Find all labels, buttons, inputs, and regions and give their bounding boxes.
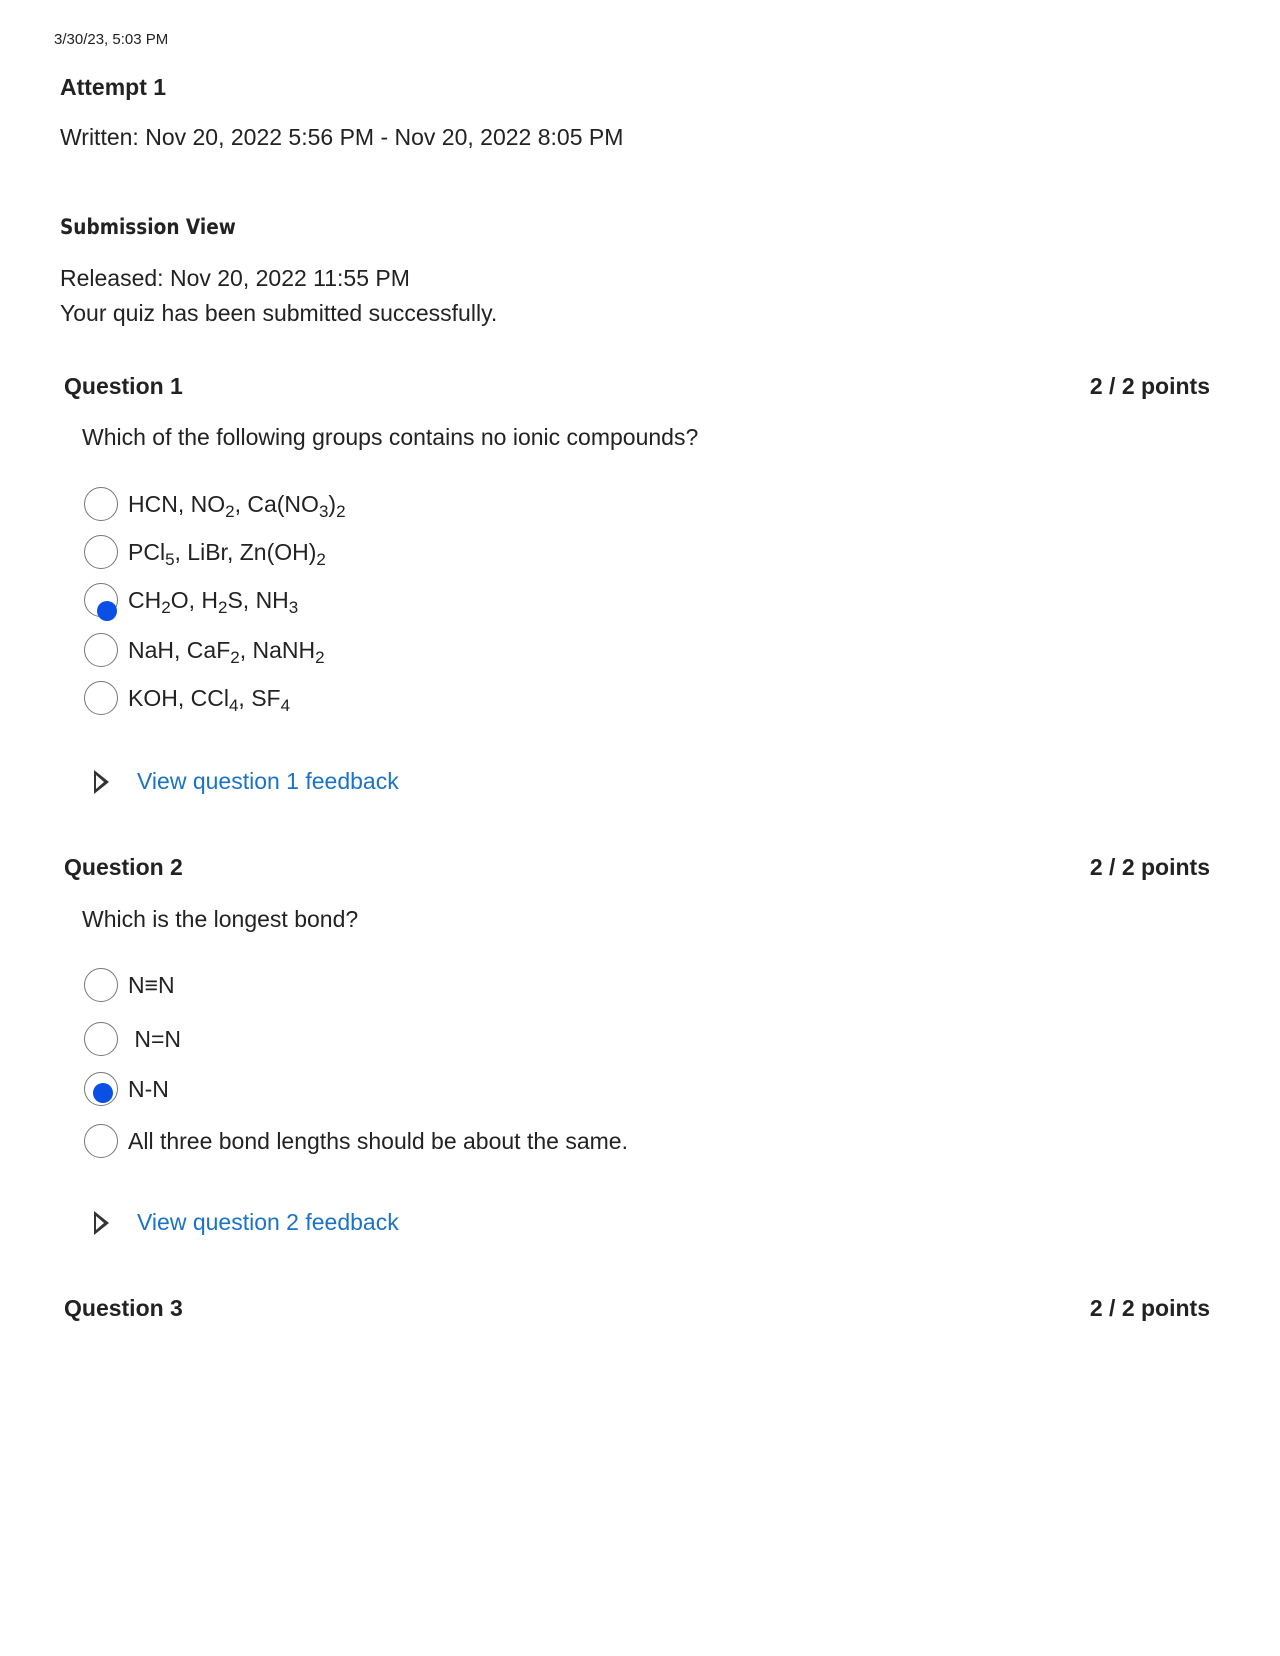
label-text: S, NH — [227, 586, 289, 613]
question-1-text: Which of the following groups contains no ionic compounds? — [82, 424, 699, 450]
answer-option[interactable] — [84, 630, 325, 670]
print-timestamp: 3/30/23, 5:03 PM — [54, 31, 169, 48]
label-text: All three bond lengths should be about the same. — [128, 1127, 628, 1154]
subscript: 4 — [228, 695, 239, 715]
label-text: , NaNH — [239, 636, 316, 663]
radio-selected-dot-icon — [93, 1083, 113, 1103]
radio-button[interactable] — [84, 1022, 118, 1056]
answer-option[interactable] — [84, 965, 175, 1005]
submission-success-message: Your quiz has been submitted successfully. — [60, 300, 498, 326]
label-text: , Ca(NO — [234, 490, 319, 517]
answer-option[interactable] — [84, 580, 298, 620]
question-3-title: Question 3 — [64, 1295, 183, 1321]
answer-option-label — [128, 1076, 169, 1103]
answer-option-label — [128, 538, 326, 569]
radio-button[interactable] — [84, 487, 118, 521]
subscript: 2 — [225, 501, 235, 521]
subscript: 2 — [161, 597, 171, 617]
label-text: N≡N — [128, 971, 175, 998]
answer-option[interactable] — [84, 484, 346, 524]
submission-view-heading: Submission View — [60, 215, 236, 239]
subscript: 2 — [230, 647, 240, 667]
subscript: 5 — [165, 549, 175, 569]
label-text: NaH, CaF — [128, 636, 231, 663]
view-question-2-feedback-link[interactable] — [94, 1209, 399, 1236]
answer-option-label — [128, 972, 175, 999]
written-dates: Written: Nov 20, 2022 5:56 PM - Nov 20, 2022 8:05 PM — [60, 124, 624, 150]
subscript: 2 — [336, 501, 346, 521]
feedback-link-label: View question 2 feedback — [137, 1209, 399, 1235]
subscript: 3 — [318, 501, 329, 521]
label-text: HCN, NO — [128, 490, 226, 517]
expand-triangle-icon — [94, 1211, 109, 1235]
question-2-title: Question 2 — [64, 854, 183, 880]
subscript: 3 — [288, 597, 299, 617]
answer-option-label — [128, 1026, 181, 1053]
subscript: 2 — [315, 647, 325, 667]
radio-button[interactable] — [84, 681, 118, 715]
radio-button[interactable] — [84, 633, 118, 667]
label-text: N-N — [128, 1075, 169, 1102]
label-text: KOH, CCl — [128, 684, 229, 711]
answer-option-label — [128, 586, 299, 617]
radio-button[interactable] — [84, 535, 118, 569]
question-2-text: Which is the longest bond? — [82, 906, 359, 932]
answer-option-label — [128, 684, 291, 715]
label-text: CH — [128, 586, 162, 613]
radio-button-selected[interactable] — [84, 1072, 118, 1106]
answer-option-label — [128, 490, 346, 521]
label-text: PCl — [128, 538, 166, 565]
radio-button-selected[interactable] — [84, 583, 118, 617]
view-question-1-feedback-link[interactable] — [94, 768, 399, 795]
answer-option-label — [128, 636, 325, 667]
radio-selected-dot-icon — [97, 601, 117, 621]
label-text: , LiBr, Zn(OH) — [174, 538, 317, 565]
attempt-heading: Attempt 1 — [60, 74, 167, 100]
question-1-points: 2 / 2 points — [1089, 373, 1210, 399]
label-text: N=N — [128, 1025, 182, 1052]
radio-button[interactable] — [84, 968, 118, 1002]
question-3-points: 2 / 2 points — [1089, 1295, 1210, 1321]
answer-option[interactable] — [84, 1019, 181, 1059]
label-text: , SF — [238, 684, 281, 711]
subscript: 2 — [217, 597, 228, 617]
answer-option[interactable] — [84, 532, 326, 572]
feedback-link-label: View question 1 feedback — [137, 768, 399, 794]
released-date: Released: Nov 20, 2022 11:55 PM — [60, 265, 410, 291]
subscript: 4 — [280, 695, 291, 715]
subscript: 2 — [316, 549, 326, 569]
question-2-points: 2 / 2 points — [1089, 854, 1210, 880]
answer-option[interactable] — [84, 1069, 169, 1109]
answer-option-label — [128, 1128, 628, 1155]
answer-option[interactable] — [84, 678, 290, 718]
label-text: ) — [328, 490, 337, 517]
answer-option[interactable] — [84, 1121, 628, 1161]
label-text: O, H — [170, 586, 218, 613]
radio-button[interactable] — [84, 1124, 118, 1158]
expand-triangle-icon — [94, 770, 109, 794]
question-1-title: Question 1 — [64, 373, 183, 399]
